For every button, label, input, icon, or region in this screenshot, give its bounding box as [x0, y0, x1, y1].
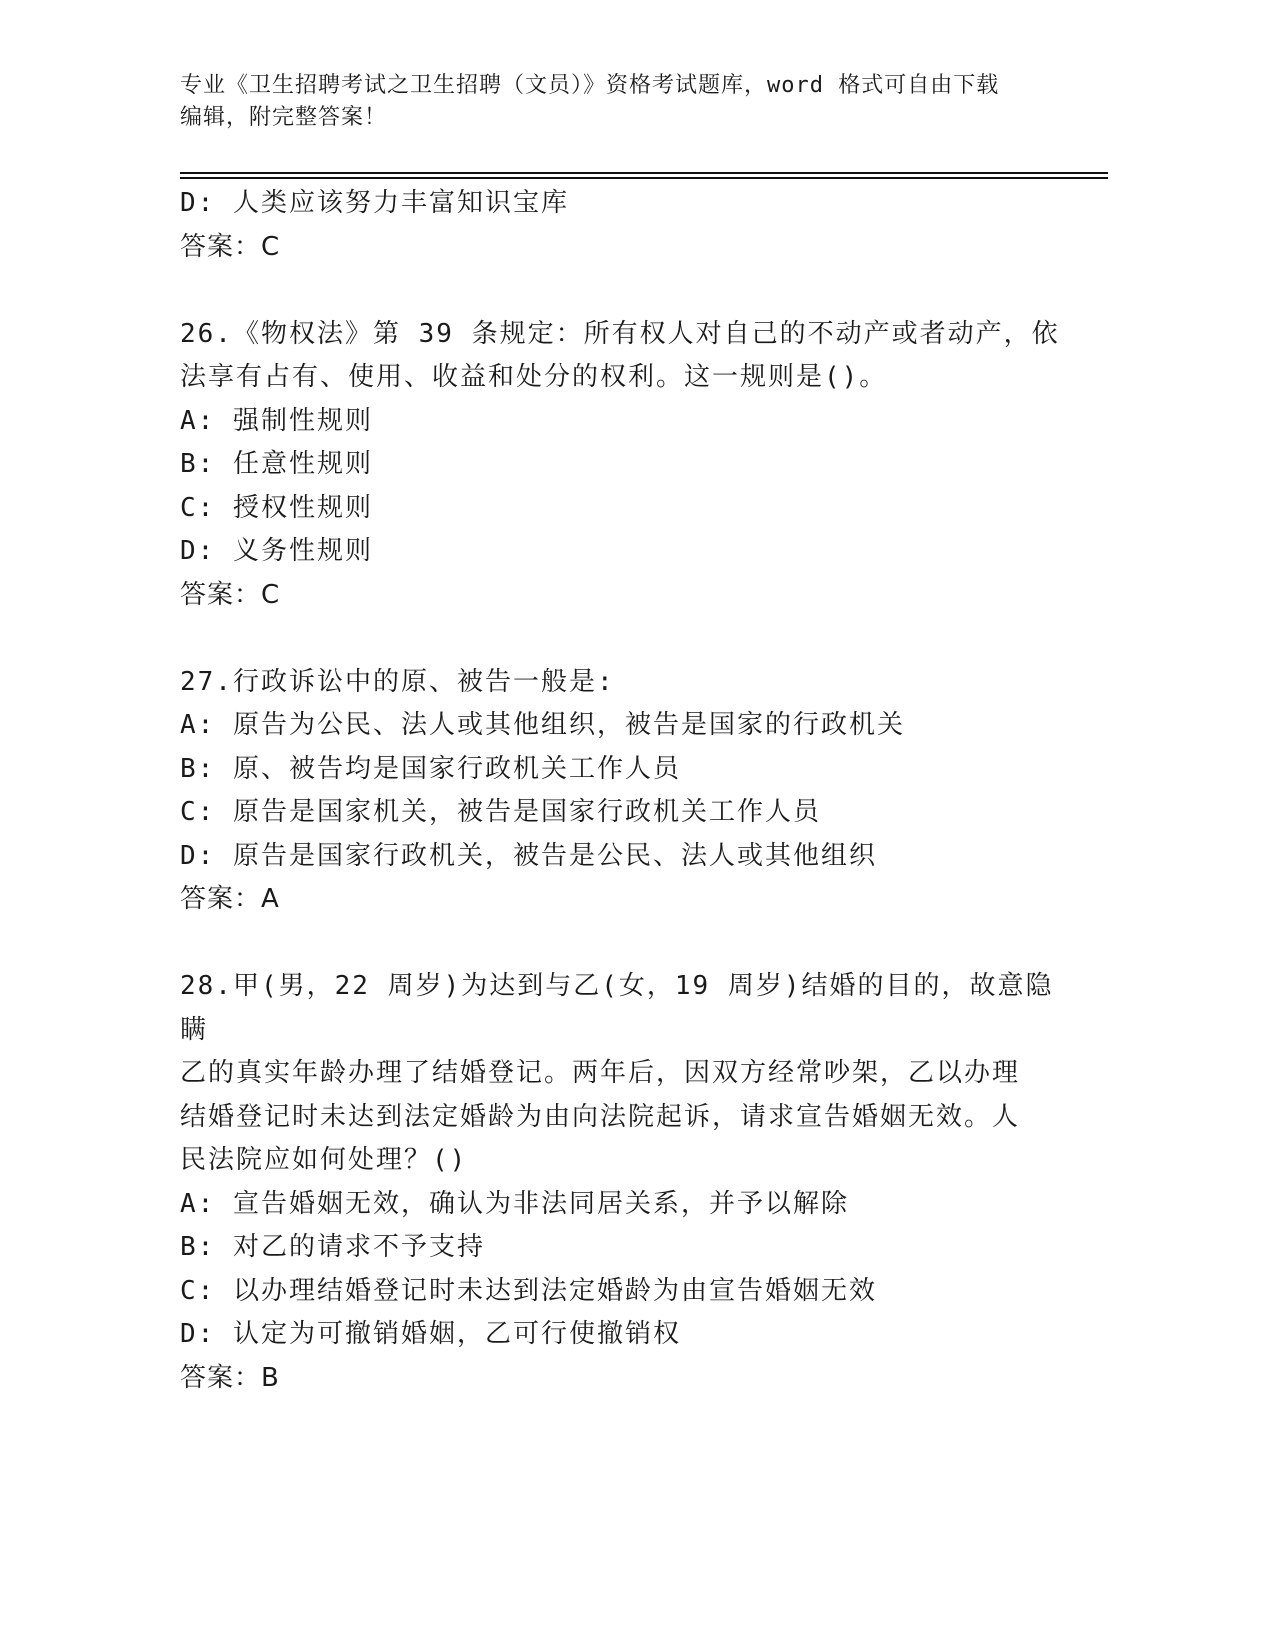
option-d: D: 义务性规则 — [180, 536, 373, 566]
document-header — [180, 70, 1060, 134]
question-stem-line: 民法院应如何处理？() — [180, 1145, 468, 1175]
option-a: A: 原告为公民、法人或其他组织，被告是国家的行政机关 — [180, 710, 905, 740]
header-line-2: 编辑，附完整答案！ — [180, 105, 388, 130]
spacer — [180, 617, 1060, 661]
question-27 — [180, 661, 1060, 922]
question-stem-line: 28.甲(男，22 周岁)为达到与乙(女，19 周岁)结婚的目的，故意隐瞒 — [180, 971, 1054, 1045]
option-c: C: 授权性规则 — [180, 492, 373, 523]
question-stem-line: 法享有占有、使用、收益和处分的权利。这一规则是()。 — [180, 362, 888, 392]
header-divider-bottom — [180, 177, 1108, 179]
option-b: B: 对乙的请求不予支持 — [180, 1232, 485, 1262]
spacer — [180, 922, 1060, 966]
prev-option-d: D: 人类应该努力丰富知识宝库 — [180, 188, 569, 218]
option-d: D: 认定为可撤销婚姻，乙可行使撤销权 — [180, 1319, 681, 1349]
header-line-1: 专业《卫生招聘考试之卫生招聘（文员）》资格考试题库，word 格式可自由下载 — [180, 73, 1000, 98]
header-divider-top — [180, 172, 1108, 174]
option-b: B: 任意性规则 — [180, 449, 373, 479]
answer: 答案：C — [180, 579, 281, 610]
question-stem-line: 乙的真实年龄办理了结婚登记。两年后，因双方经常吵架，乙以办理 — [180, 1058, 1021, 1088]
option-c: C: 以办理结婚登记时未达到法定婚龄为由宣告婚姻无效 — [180, 1275, 877, 1306]
option-c: C: 原告是国家机关，被告是国家行政机关工作人员 — [180, 797, 821, 827]
question-content — [180, 182, 1060, 1400]
question-28 — [180, 965, 1060, 1400]
question-stem-line: 结婚登记时未达到法定婚龄为由向法院起诉，请求宣告婚姻无效。人 — [180, 1101, 1021, 1132]
prev-answer: 答案：C — [180, 231, 281, 262]
question-stem-line: 27.行政诉讼中的原、被告一般是: — [180, 666, 615, 697]
option-a: A: 宣告婚姻无效，确认为非法同居关系，并予以解除 — [180, 1188, 849, 1219]
option-d: D: 原告是国家行政机关，被告是公民、法人或其他组织 — [180, 840, 877, 871]
option-a: A: 强制性规则 — [180, 405, 373, 436]
question-26 — [180, 313, 1060, 618]
spacer — [180, 269, 1060, 313]
answer: 答案：B — [180, 1362, 280, 1393]
option-b: B: 原、被告均是国家行政机关工作人员 — [180, 753, 681, 784]
answer: 答案：A — [180, 884, 280, 914]
question-stem-line: 26.《物权法》第 39 条规定：所有权人对自己的不动产或者动产，依 — [180, 318, 1060, 349]
